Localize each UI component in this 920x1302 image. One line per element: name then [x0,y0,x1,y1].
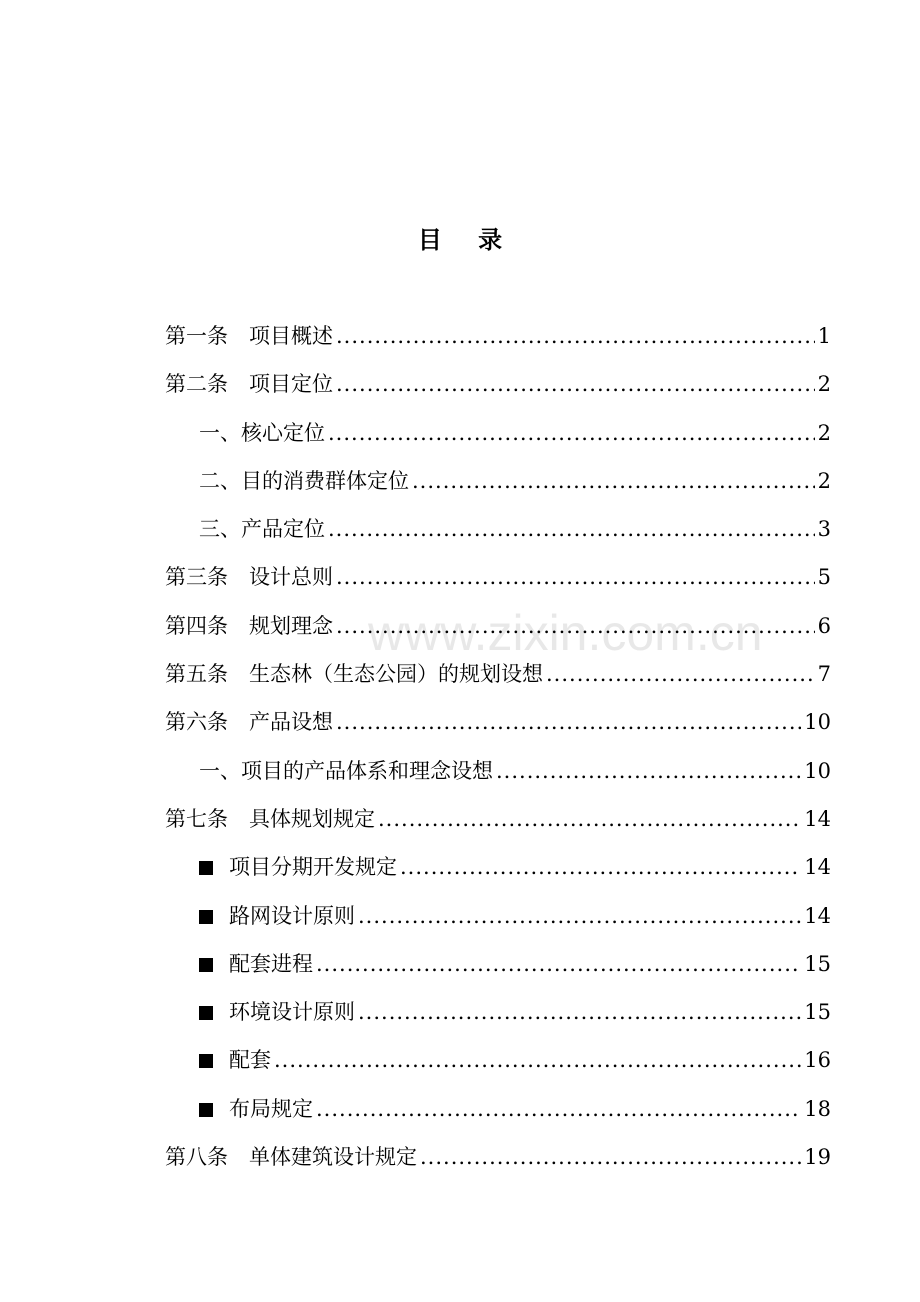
toc-page-number: 16 [804,1048,831,1073]
toc-page-number: 1 [817,324,831,348]
toc-label: 布局规定 [229,1096,313,1121]
toc-label: 项目分期开发规定 [229,855,397,880]
toc-entry[interactable] [165,361,831,409]
toc-leader [496,748,801,794]
toc-page-number: 2 [817,372,831,397]
square-bullet-icon [199,1006,213,1020]
toc-leader [336,554,815,600]
square-bullet-icon [199,1103,213,1117]
toc-leader [336,361,815,407]
toc-page-number: 5 [817,565,831,590]
toc-entry[interactable] [165,1086,831,1134]
page-title: 目 录 [417,225,517,254]
toc-page-number: 19 [804,1145,831,1170]
toc-entry[interactable] [165,989,831,1037]
toc-page-number: 10 [804,710,831,735]
toc-label: 第三条 设计总则 [165,565,333,590]
toc-page-number: 15 [804,1000,831,1025]
toc-page-number: 18 [804,1096,831,1121]
toc-entry[interactable] [165,844,831,892]
toc-leader [328,506,815,552]
toc-entry[interactable] [165,603,831,651]
toc-entry[interactable] [165,651,831,699]
toc-entry[interactable] [165,893,831,941]
toc-page-number: 2 [817,468,831,493]
toc-label: 一、项目的产品体系和理念设想 [199,758,493,783]
toc-page-number: 10 [804,758,831,783]
toc-leader [336,313,815,359]
toc-leader [316,941,801,987]
toc-label: 第一条 项目概述 [165,324,333,348]
toc-leader [400,844,801,890]
toc-page-number: 6 [817,613,831,638]
toc-label: 三、产品定位 [199,517,325,542]
toc-page-number: 2 [817,420,831,445]
toc-entry[interactable] [165,699,831,747]
toc-label: 配套进程 [229,951,313,976]
square-bullet-icon [199,910,213,924]
toc-leader [328,410,815,456]
square-bullet-icon [199,1054,213,1068]
toc-entry[interactable] [165,313,831,361]
watermark: www.zixin.com.cn [368,605,763,661]
toc-page-number: 15 [804,951,831,976]
toc-leader [546,651,815,697]
toc-entry[interactable] [165,748,831,796]
toc-page-number: 14 [804,903,831,928]
toc-leader [358,989,801,1035]
toc-leader [378,796,801,842]
toc-page-number: 14 [804,855,831,880]
table-of-contents [165,313,831,1182]
toc-leader [274,1037,801,1083]
toc-label: 第六条 产品设想 [165,710,333,735]
toc-entry[interactable] [165,1037,831,1085]
toc-entry[interactable] [165,554,831,602]
toc-label: 第八条 单体建筑设计规定 [165,1145,417,1170]
toc-label: 环境设计原则 [229,1000,355,1025]
toc-label: 一、核心定位 [199,420,325,445]
toc-label: 第四条 规划理念 [165,613,333,638]
toc-label: 配套 [229,1048,271,1073]
toc-label: 第二条 项目定位 [165,372,333,397]
toc-label: 第五条 生态林（生态公园）的规划设想 [165,662,543,687]
square-bullet-icon [199,861,213,875]
toc-leader [358,893,801,939]
toc-leader [336,603,815,649]
toc-page-number: 7 [817,662,831,687]
toc-entry[interactable] [165,1134,831,1182]
toc-leader [420,1134,801,1180]
toc-entry[interactable] [165,506,831,554]
toc-label: 二、目的消费群体定位 [199,468,409,493]
toc-leader [412,458,815,504]
toc-entry[interactable] [165,941,831,989]
toc-label: 第七条 具体规划规定 [165,806,375,831]
toc-entry[interactable] [165,458,831,506]
toc-label: 路网设计原则 [229,903,355,928]
toc-entry[interactable] [165,410,831,458]
toc-page-number: 14 [804,806,831,831]
square-bullet-icon [199,958,213,972]
toc-page-number: 3 [817,517,831,542]
toc-leader [316,1086,801,1132]
toc-entry[interactable] [165,796,831,844]
toc-leader [336,699,801,745]
